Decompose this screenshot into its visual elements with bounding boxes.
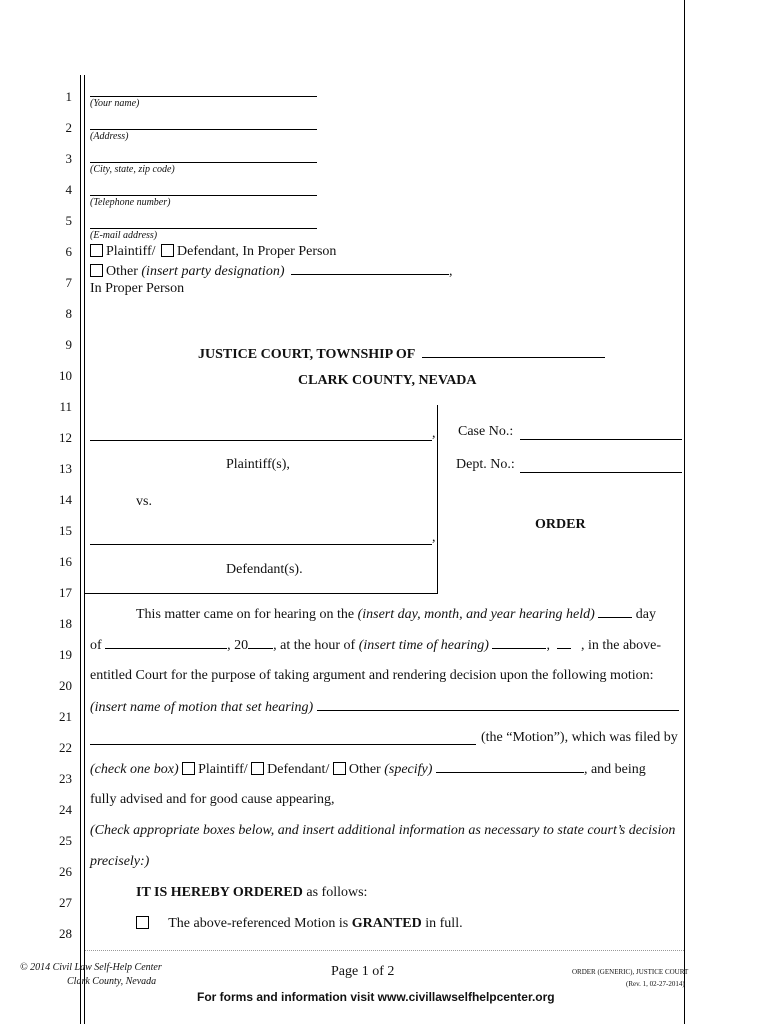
body-line-18 (136, 606, 656, 623)
line-number: 14 (59, 492, 72, 507)
in-full-label: in full. (425, 916, 463, 931)
body-line-23 (90, 761, 646, 778)
line-number: 15 (59, 523, 72, 538)
body-line-20: entitled Court for the purpose of taking argument and rendering decision upon the following motion: (90, 668, 654, 683)
body-line-26: precisely:) (90, 854, 150, 869)
body-line-22: (the “Motion”), which was filed by (481, 730, 678, 745)
year-prefix: , 20 (227, 638, 249, 653)
time-comma: , (546, 638, 550, 653)
line-number: 3 (65, 151, 72, 166)
hearing-month-field[interactable] (105, 637, 227, 649)
granted-in-full-checkbox[interactable] (136, 916, 149, 929)
dept-number-label: Dept. No.: (456, 457, 515, 472)
plaintiff-checkbox[interactable] (90, 244, 103, 257)
line-number: 4 (65, 182, 72, 197)
day-label: day (635, 607, 656, 622)
right-margin-rule (684, 0, 685, 1024)
line-number: 26 (59, 864, 72, 879)
footer-page-number: Page 1 of 2 (331, 964, 395, 979)
ordered-heading: IT IS HEREBY ORDERED (136, 885, 303, 900)
line-number: 23 (59, 771, 72, 786)
line-number: 18 (59, 616, 72, 631)
left-margin-rule-outer (80, 75, 81, 1024)
hearing-day-field[interactable] (598, 606, 632, 618)
footer-divider (85, 950, 684, 951)
case-number-field[interactable] (520, 439, 682, 440)
line-number: 25 (59, 833, 72, 848)
telephone-label: (Telephone number) (90, 197, 171, 208)
line-number: 8 (65, 306, 72, 321)
granted-word: GRANTED (351, 916, 422, 931)
line-number: 22 (59, 740, 72, 755)
hearing-ampm-field[interactable] (557, 637, 571, 649)
footer-website-note: For forms and information visit www.civillawselfhelpcenter.org (197, 990, 555, 1004)
hearing-date-hint: (insert day, month, and year hearing held) (357, 607, 595, 622)
document-title: ORDER (535, 517, 586, 532)
line-number: 19 (59, 647, 72, 662)
motion-name-field[interactable] (317, 699, 679, 711)
other-party-label: Other (106, 264, 138, 279)
court-title (198, 346, 605, 363)
city-state-zip-label: (City, state, zip code) (90, 164, 175, 175)
address-line[interactable] (90, 129, 317, 130)
line-number: 6 (65, 244, 72, 259)
left-margin-rule-inner (84, 75, 85, 1024)
defendant-comma: , (432, 530, 436, 545)
other-party-comma: , (449, 264, 453, 279)
hearing-time-hint: (insert time of hearing) (358, 638, 489, 653)
filed-by-other-checkbox[interactable] (333, 762, 346, 775)
line-number: 12 (59, 430, 72, 445)
party-designation-row (90, 244, 336, 260)
email-line[interactable] (90, 228, 317, 229)
motion-name-hint: (insert name of motion that set hearing) (90, 700, 314, 715)
line-number: 11 (59, 399, 72, 414)
plaintiffs-label: Plaintiff(s), (226, 457, 290, 472)
as-follows-label: as follows: (306, 885, 368, 900)
body-line-21 (90, 699, 679, 716)
body-line-24: fully advised and for good cause appearing, (90, 792, 335, 807)
hearing-time-field[interactable] (492, 637, 546, 649)
of-label: of (90, 638, 102, 653)
body-line-19 (90, 637, 661, 654)
filed-by-plaintiff-label: Plaintiff/ (198, 762, 248, 777)
your-name-label: (Your name) (90, 98, 140, 109)
court-county: CLARK COUNTY, NEVADA (298, 373, 477, 388)
line-number: 5 (65, 213, 72, 228)
defendant-checkbox[interactable] (161, 244, 174, 257)
line-number: 2 (65, 120, 72, 135)
filed-by-defendant-label: Defendant/ (267, 762, 330, 777)
other-party-field[interactable] (291, 263, 449, 275)
body-line-25: (Check appropriate boxes below, and insert additional information as necessary to state court’s decision (90, 823, 676, 838)
township-field[interactable] (422, 346, 605, 358)
line-number: 21 (59, 709, 72, 724)
line-number: 20 (59, 678, 72, 693)
check-one-box-hint: (check one box) (90, 762, 179, 777)
in-proper-person: In Proper Person (90, 281, 185, 296)
granted-intro: The above-referenced Motion is (168, 916, 349, 931)
hearing-year-field[interactable] (248, 637, 273, 649)
caption-box-bottom-rule (85, 593, 438, 594)
email-label: (E-mail address) (90, 230, 158, 241)
line-number: 27 (59, 895, 72, 910)
line-number: 7 (65, 275, 72, 290)
line-number: 28 (59, 926, 72, 941)
line-number: 10 (59, 368, 72, 383)
above-label: , in the above- (580, 638, 662, 653)
court-title-text: JUSTICE COURT, TOWNSHIP OF (198, 347, 415, 362)
your-name-line[interactable] (90, 96, 317, 97)
line-number: 1 (65, 89, 72, 104)
telephone-line[interactable] (90, 195, 317, 196)
defendants-label: Defendant(s). (226, 562, 303, 577)
case-number-label: Case No.: (458, 424, 514, 439)
body-line-27 (136, 885, 367, 901)
plaintiff-name-line[interactable] (90, 440, 432, 441)
dept-number-field[interactable] (520, 472, 682, 473)
filed-by-plaintiff-checkbox[interactable] (182, 762, 195, 775)
hour-label: , at the hour of (273, 638, 356, 653)
line-number: 16 (59, 554, 72, 569)
hearing-intro: This matter came on for hearing on the (136, 607, 355, 622)
body-line-28 (136, 916, 463, 932)
address-label: (Address) (90, 131, 129, 142)
other-party-checkbox[interactable] (90, 264, 103, 277)
caption-box-right-rule (437, 405, 438, 593)
footer-form-name: ORDER (GENERIC), JUSTICE COURT (572, 968, 689, 976)
other-party-hint: (insert party designation) (141, 264, 285, 279)
defendant-label: Defendant, In Proper Person (177, 244, 337, 259)
vs-label: vs. (136, 494, 152, 509)
plaintiff-comma: , (432, 426, 436, 441)
plaintiff-label: Plaintiff/ (106, 244, 156, 259)
footer-location: Clark County, Nevada (67, 976, 157, 987)
line-number: 13 (59, 461, 72, 476)
filed-by-defendant-checkbox[interactable] (251, 762, 264, 775)
filed-by-other-label: Other (348, 762, 381, 777)
and-being-label: , and being (583, 762, 646, 777)
line-number: 24 (59, 802, 72, 817)
line-number: 17 (59, 585, 72, 600)
specify-hint: (specify) (384, 762, 433, 777)
footer-revision: (Rev. 1, 02-27-2014) (626, 980, 685, 988)
city-state-zip-line[interactable] (90, 162, 317, 163)
footer-copyright: © 2014 Civil Law Self-Help Center (20, 962, 162, 973)
motion-name-field-continued[interactable] (90, 744, 476, 745)
defendant-name-line[interactable] (90, 544, 432, 545)
filed-by-other-field[interactable] (436, 761, 584, 773)
other-party-row (90, 263, 453, 280)
line-number: 9 (65, 337, 72, 352)
